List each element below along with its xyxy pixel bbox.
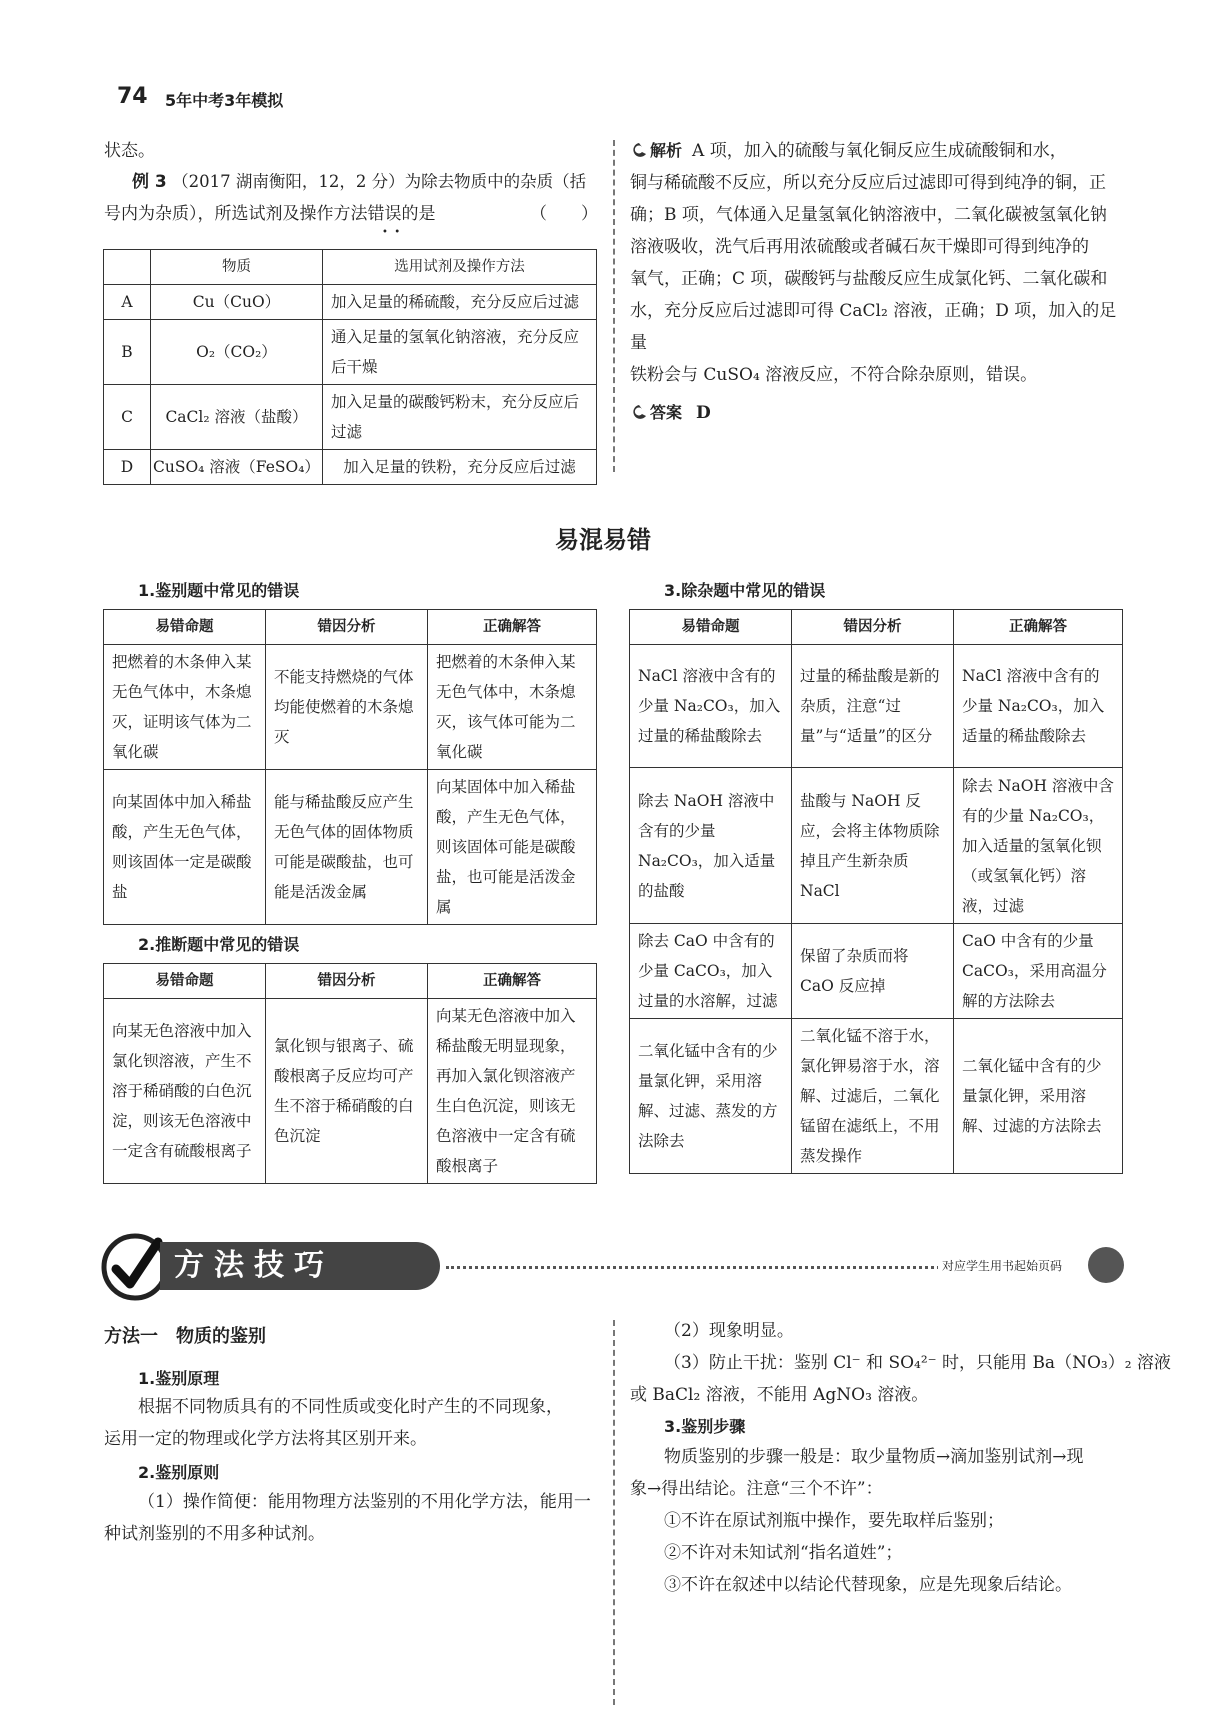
table-header: 错因分析 xyxy=(266,610,428,645)
method-p1-line1: 根据不同物质具有的不同性质或变化时产生的不同现象， xyxy=(138,1397,563,1417)
table-cell: 向某固体中加入稀盐酸，产生无色气体，则该固体一定是碳酸盐 xyxy=(104,770,266,925)
book-title: 5年中考3年模拟 xyxy=(165,91,284,110)
table-cell: 二氧化锰中含有的少量氯化钾，采用溶解、过滤、蒸发的方法除去 xyxy=(630,1019,792,1174)
example-text-line1: （2017 湖南衡阳，12，2 分）为除去物质中的杂质（括 xyxy=(172,172,587,191)
table-cell: NaCl 溶液中含有的少量 Na₂CO₃，加入过量的稀盐酸除去 xyxy=(630,645,792,768)
table-cell: 二氧化锰不溶于水，氯化钾易溶于水，溶解、过滤后，二氧化锰留在滤纸上，不用蒸发操作 xyxy=(792,1019,954,1174)
method-sub3: 3.鉴别步骤 xyxy=(664,1417,746,1436)
table-header: 正确解答 xyxy=(428,610,597,645)
table3-title: 3.除杂题中常见的错误 xyxy=(664,581,826,600)
methods-banner xyxy=(100,1232,1126,1302)
table1 xyxy=(103,609,597,925)
table2-title: 2.推断题中常见的错误 xyxy=(138,935,300,954)
table-cell: D xyxy=(104,450,151,485)
table-cell: A xyxy=(104,285,151,320)
table-cell: 除去 NaOH 溶液中含有的少量 Na₂CO₃，加入适量的盐酸 xyxy=(630,768,792,924)
table-cell: 向某无色溶液中加入稀盐酸无明显现象，再加入氯化钡溶液产生白色沉淀，则该无色溶液中一定含有硫酸根离子 xyxy=(428,999,597,1184)
answer-label: 答案 xyxy=(650,403,683,422)
table-cell: NaCl 溶液中含有的少量 Na₂CO₃，加入适量的稀盐酸除去 xyxy=(954,645,1123,768)
example-table xyxy=(103,249,597,485)
table-cell: 向某无色溶液中加入氯化钡溶液，产生不溶于稀硝酸的白色沉淀，则该无色溶液中一定含有硫酸根离子 xyxy=(104,999,266,1184)
banner-note: 对应学生用书起始页码 xyxy=(938,1257,1066,1274)
table-cell: B xyxy=(104,320,151,385)
table-cell: 保留了杂质而将 CaO 反应掉 xyxy=(792,924,954,1019)
column-divider xyxy=(613,1320,615,1705)
table-cell: 把燃着的木条伸入某无色气体中，木条熄灭，该气体可能为二氧化碳 xyxy=(428,645,597,770)
analysis-line: 溶液吸收，洗气后再用浓硫酸或者碱石灰干燥即可得到纯净的 xyxy=(630,237,1089,257)
method-p2-line2: 种试剂鉴别的不用多种试剂。 xyxy=(104,1524,325,1544)
table-cell: C xyxy=(104,385,151,450)
method-right-l1: （2）现象明显。 xyxy=(664,1321,794,1341)
example-label: 例 3 xyxy=(132,172,167,192)
answer-value: D xyxy=(696,403,711,423)
method-sub2: 2.鉴别原则 xyxy=(138,1463,220,1482)
table-cell: 氯化钡与银离子、硫酸根离子反应均可产生不溶于稀硝酸的白色沉淀 xyxy=(266,999,428,1184)
table-cell: O₂（CO₂） xyxy=(151,320,323,385)
table-cell: 盐酸与 NaOH 反应，会将主体物质除掉且产生新杂质 NaCl xyxy=(792,768,954,924)
table-cell: CuSO₄ 溶液（FeSO₄） xyxy=(151,450,323,485)
table3 xyxy=(629,609,1123,1174)
analysis-line: 确；B 项，气体通入足量氢氧化钠溶液中，二氧化碳被氢氧化钠 xyxy=(630,205,1107,225)
method-right-l7: ②不许对未知试剂“指名道姓”； xyxy=(664,1543,903,1563)
table-cell: 除去 NaOH 溶液中含有的少量 Na₂CO₃，加入适量的氢氧化钡（或氢氧化钙）溶液，过滤 xyxy=(954,768,1123,924)
example-text-line2: 号内为杂质），所选试剂及操作方法错误的是 xyxy=(104,204,436,224)
analysis-line: 铜与稀硫酸不反应，所以充分反应后过滤即可得到纯净的铜，正 xyxy=(630,173,1106,193)
table-header: 物质 xyxy=(151,250,323,285)
example-question xyxy=(104,166,594,198)
section-title: 易混易错 xyxy=(555,526,651,554)
banner-title: 方法技巧 xyxy=(174,1248,334,1283)
table-header xyxy=(104,250,151,285)
table-header: 易错命题 xyxy=(104,964,266,999)
method-right-l6: ①不许在原试剂瓶中操作，要先取样后鉴别； xyxy=(664,1511,1004,1531)
continuation-text: 状态。 xyxy=(104,141,155,161)
column-divider xyxy=(613,140,615,472)
method-right-l3: 或 BaCl₂ 溶液，不能用 AgNO₃ 溶液。 xyxy=(630,1385,929,1405)
answer-line xyxy=(630,397,1120,429)
marker-icon xyxy=(630,142,648,158)
table-header: 正确解答 xyxy=(428,964,597,999)
table1-title: 1.鉴别题中常见的错误 xyxy=(138,581,300,600)
analysis-block xyxy=(630,135,1120,429)
table-cell: 二氧化锰中含有的少量氯化钾，采用溶解、过滤的方法除去 xyxy=(954,1019,1123,1174)
method-p1-line2: 运用一定的物理或化学方法将其区别开来。 xyxy=(104,1429,427,1449)
analysis-text: A 项，加入的硫酸与氧化铜反应生成硫酸铜和水， xyxy=(692,141,1067,161)
table-cell: 加入足量的碳酸钙粉末，充分反应后过滤 xyxy=(322,385,596,450)
answer-paren: （ ） xyxy=(530,204,598,224)
analysis-line: 水，充分反应后过滤即可得 CaCl₂ 溶液，正确；D 项，加入的足量 xyxy=(630,301,1117,353)
analysis-line xyxy=(630,135,1120,167)
table-cell: 把燃着的木条伸入某无色气体中，木条熄灭，证明该气体为二氧化碳 xyxy=(104,645,266,770)
table-cell: 不能支持燃烧的气体均能使燃着的木条熄灭 xyxy=(266,645,428,770)
table-header: 正确解答 xyxy=(954,610,1123,645)
table-cell: 能与稀盐酸反应产生无色气体的固体物质可能是碳酸盐，也可能是活泼金属 xyxy=(266,770,428,925)
method-p2-line1: （1）操作简便：能用物理方法鉴别的不用化学方法，能用一 xyxy=(138,1492,591,1512)
table-cell: 加入足量的稀硫酸，充分反应后过滤 xyxy=(322,285,596,320)
table-header: 错因分析 xyxy=(792,610,954,645)
table-header: 错因分析 xyxy=(266,964,428,999)
table-cell: 加入足量的铁粉，充分反应后过滤 xyxy=(322,450,596,485)
table-cell: 过量的稀盐酸是新的杂质，注意“过量”与“适量”的区分 xyxy=(792,645,954,768)
page-number: 74 xyxy=(117,84,148,109)
method-right-l5: 象→得出结论。注意“三个不许”： xyxy=(630,1479,883,1499)
analysis-line: 氧气，正确；C 项，碳酸钙与盐酸反应生成氯化钙、二氧化碳和 xyxy=(630,269,1108,289)
method-one-heading: 方法一 物质的鉴别 xyxy=(104,1326,266,1347)
table-header: 易错命题 xyxy=(630,610,792,645)
table-header: 易错命题 xyxy=(104,610,266,645)
table-cell: 除去 CaO 中含有的少量 CaCO₃，加入过量的水溶解，过滤 xyxy=(630,924,792,1019)
table-cell: Cu（CuO） xyxy=(151,285,323,320)
table-cell: 向某固体中加入稀盐酸，产生无色气体，则该固体可能是碳酸盐，也可能是活泼金属 xyxy=(428,770,597,925)
method-right-l8: ③不许在叙述中以结论代替现象，应是先现象后结论。 xyxy=(664,1575,1072,1595)
method-sub1: 1.鉴别原理 xyxy=(138,1369,220,1388)
method-right-l4: 物质鉴别的步骤一般是：取少量物质→滴加鉴别试剂→现 xyxy=(664,1447,1084,1467)
method-right-l2: （3）防止干扰：鉴别 Cl⁻ 和 SO₄²⁻ 时，只能用 Ba（NO₃）₂ 溶液 xyxy=(664,1353,1171,1373)
analysis-line: 铁粉会与 CuSO₄ 溶液反应，不符合除杂原则，错误。 xyxy=(630,365,1038,385)
table-cell: 通入足量的氢氧化钠溶液，充分反应后干燥 xyxy=(322,320,596,385)
marker-icon xyxy=(630,404,648,420)
emphasis-dots: • • xyxy=(382,227,401,238)
table-cell: CaO 中含有的少量 CaCO₃，采用高温分解的方法除去 xyxy=(954,924,1123,1019)
analysis-label: 解析 xyxy=(650,141,683,160)
table2 xyxy=(103,963,597,1184)
page-ref-circle xyxy=(1088,1247,1124,1283)
table-header: 选用试剂及操作方法 xyxy=(322,250,596,285)
table-cell: CaCl₂ 溶液（盐酸） xyxy=(151,385,323,450)
